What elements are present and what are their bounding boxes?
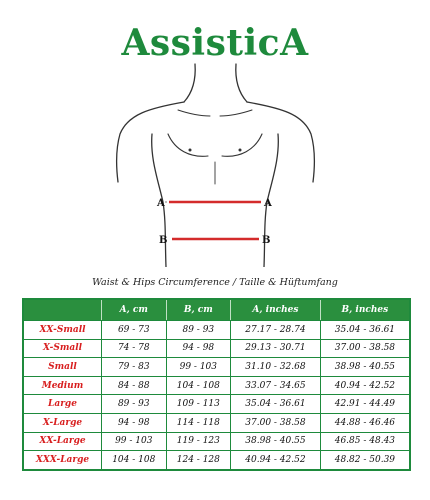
- table-cell: 40.94 - 42.52: [231, 450, 321, 469]
- size-label: X-Small: [24, 339, 102, 358]
- left-nipple: [189, 149, 192, 152]
- neck-right-outline: [236, 64, 247, 102]
- label-a-right: A: [264, 198, 272, 209]
- table-cell: 74 - 78: [102, 339, 167, 358]
- table-header-row: [24, 300, 409, 320]
- table-cell: 114 - 118: [167, 413, 232, 432]
- left-pec: [168, 134, 208, 156]
- torso-diagram: [0, 62, 430, 267]
- size-label: XXX-Large: [24, 450, 102, 469]
- table-row: [24, 357, 409, 376]
- table-cell: 84 - 88: [102, 376, 167, 395]
- table-row: [24, 376, 409, 395]
- table-cell: 104 - 108: [102, 450, 167, 469]
- label-b-left: B: [159, 235, 168, 246]
- table-cell: 40.94 - 42.52: [321, 376, 409, 395]
- left-clavicle: [178, 110, 210, 116]
- table-cell: 35.04 - 36.61: [321, 320, 409, 339]
- left-shoulder-arm-outline: [117, 102, 184, 182]
- right-clavicle: [220, 110, 252, 116]
- table-cell: 109 - 113: [167, 394, 232, 413]
- table-cell: 94 - 98: [102, 413, 167, 432]
- right-nipple: [239, 149, 242, 152]
- column-header: B, cm: [167, 300, 232, 320]
- table-row: [24, 339, 409, 358]
- table-cell: 89 - 93: [102, 394, 167, 413]
- table-row: [24, 413, 409, 432]
- table-cell: 89 - 93: [167, 320, 232, 339]
- size-label: Small: [24, 357, 102, 376]
- right-pec: [222, 134, 262, 156]
- table-cell: 124 - 128: [167, 450, 232, 469]
- table-cell: 94 - 98: [167, 339, 232, 358]
- table-cell: 37.00 - 38.58: [231, 413, 321, 432]
- table-cell: 42.91 - 44.49: [321, 394, 409, 413]
- label-b-right: B: [262, 235, 271, 246]
- label-a-left: A: [157, 198, 165, 209]
- table-cell: 38.98 - 40.55: [231, 432, 321, 451]
- column-header: [24, 300, 102, 320]
- size-label: Large: [24, 394, 102, 413]
- brand-logo: AssisticA: [121, 22, 309, 64]
- column-header: A, inches: [231, 300, 321, 320]
- table-row: [24, 432, 409, 451]
- table-cell: 29.13 - 30.71: [231, 339, 321, 358]
- table-cell: 99 - 103: [167, 357, 232, 376]
- table-cell: 31.10 - 32.68: [231, 357, 321, 376]
- table-cell: 48.82 - 50.39: [321, 450, 409, 469]
- table-cell: 99 - 103: [102, 432, 167, 451]
- neck-left-outline: [184, 64, 195, 102]
- table-cell: 44.88 - 46.46: [321, 413, 409, 432]
- column-header: B, inches: [321, 300, 409, 320]
- table-cell: 35.04 - 36.61: [231, 394, 321, 413]
- table-cell: 38.98 - 40.55: [321, 357, 409, 376]
- table-cell: 69 - 73: [102, 320, 167, 339]
- table-cell: 37.00 - 38.58: [321, 339, 409, 358]
- column-header: A, cm: [102, 300, 167, 320]
- table-cell: 104 - 108: [167, 376, 232, 395]
- table-cell: 79 - 83: [102, 357, 167, 376]
- size-label: XX-Small: [24, 320, 102, 339]
- table-row: [24, 394, 409, 413]
- size-label: Medium: [24, 376, 102, 395]
- size-label: XX-Large: [24, 432, 102, 451]
- table-row: [24, 320, 409, 339]
- measurement-caption: Waist & Hips Circumference / Taille & Hüftumfang: [92, 277, 338, 288]
- table-cell: 119 - 123: [167, 432, 232, 451]
- size-chart-table: [22, 298, 411, 471]
- table-cell: 46.85 - 48.43: [321, 432, 409, 451]
- table-cell: 27.17 - 28.74: [231, 320, 321, 339]
- table-cell: 33.07 - 34.65: [231, 376, 321, 395]
- table-row: [24, 450, 409, 469]
- size-label: X-Large: [24, 413, 102, 432]
